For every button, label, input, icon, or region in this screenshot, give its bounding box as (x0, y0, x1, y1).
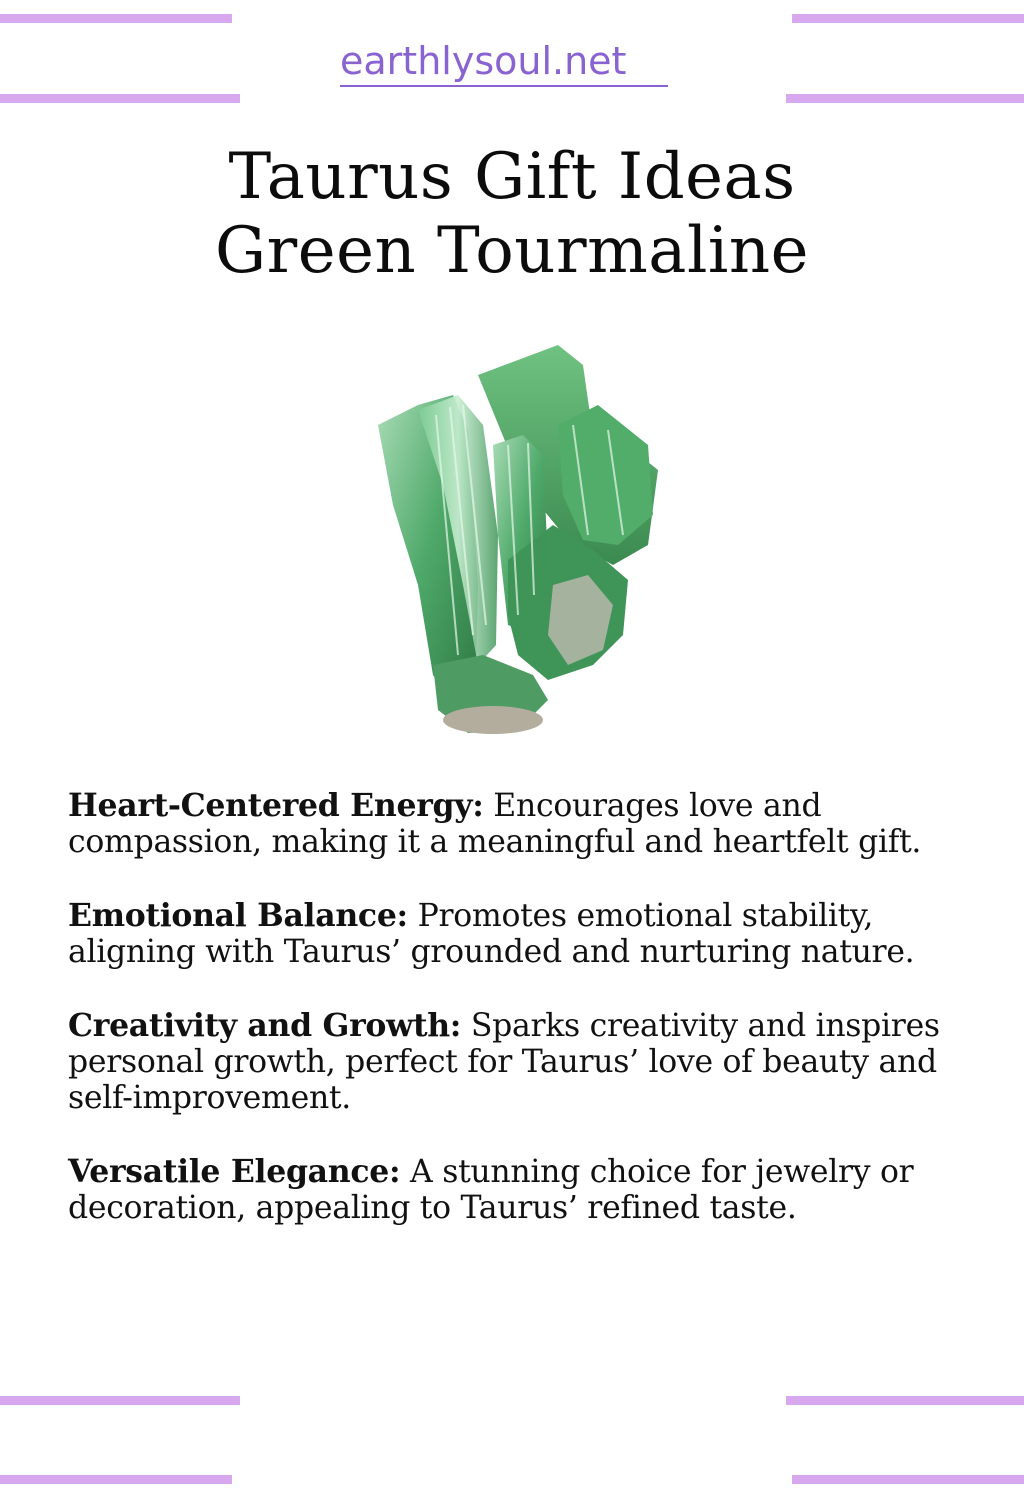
green-tourmaline-image (358, 335, 668, 740)
bottom-right-bar-1 (786, 1396, 1024, 1405)
crystal-illustration (358, 335, 668, 740)
item-text: A stunning choice for jewelry or decoration, appealing to Taurus’ refined taste. (68, 1154, 914, 1226)
top-right-bar-2 (786, 94, 1024, 103)
top-left-bar-1 (0, 14, 232, 23)
title-line-2: Green Tourmaline (215, 214, 809, 288)
list-item (68, 1008, 968, 1116)
top-left-bar-2 (0, 94, 240, 103)
list-item (68, 1154, 968, 1226)
item-label: Heart-Centered Energy: (68, 787, 484, 824)
item-label: Versatile Elegance: (68, 1153, 401, 1190)
item-label: Creativity and Growth: (68, 1007, 462, 1044)
page-title (0, 140, 1024, 288)
item-text: Promotes emotional stability, aligning with Taurus’ grounded and nurturing nature. (68, 898, 915, 970)
item-text: Encourages love and compassion, making it a meaningful and heartfelt gift. (68, 788, 922, 860)
logo-text: earthlysoul.net (340, 39, 627, 83)
bottom-left-bar-2 (0, 1475, 232, 1484)
title-line-1: Taurus Gift Ideas (228, 140, 796, 214)
item-text: Sparks creativity and inspires personal growth, perfect for Taurus’ love of beauty and self-improvement. (68, 1008, 940, 1116)
feature-list (68, 788, 968, 1264)
bottom-right-bar-2 (792, 1475, 1024, 1484)
item-label: Emotional Balance: (68, 897, 408, 934)
site-logo[interactable] (340, 36, 684, 88)
logo-wordmark (340, 36, 684, 88)
list-item (68, 898, 968, 970)
top-right-bar-1 (792, 14, 1024, 23)
bottom-left-bar-1 (0, 1396, 240, 1405)
list-item (68, 788, 968, 860)
